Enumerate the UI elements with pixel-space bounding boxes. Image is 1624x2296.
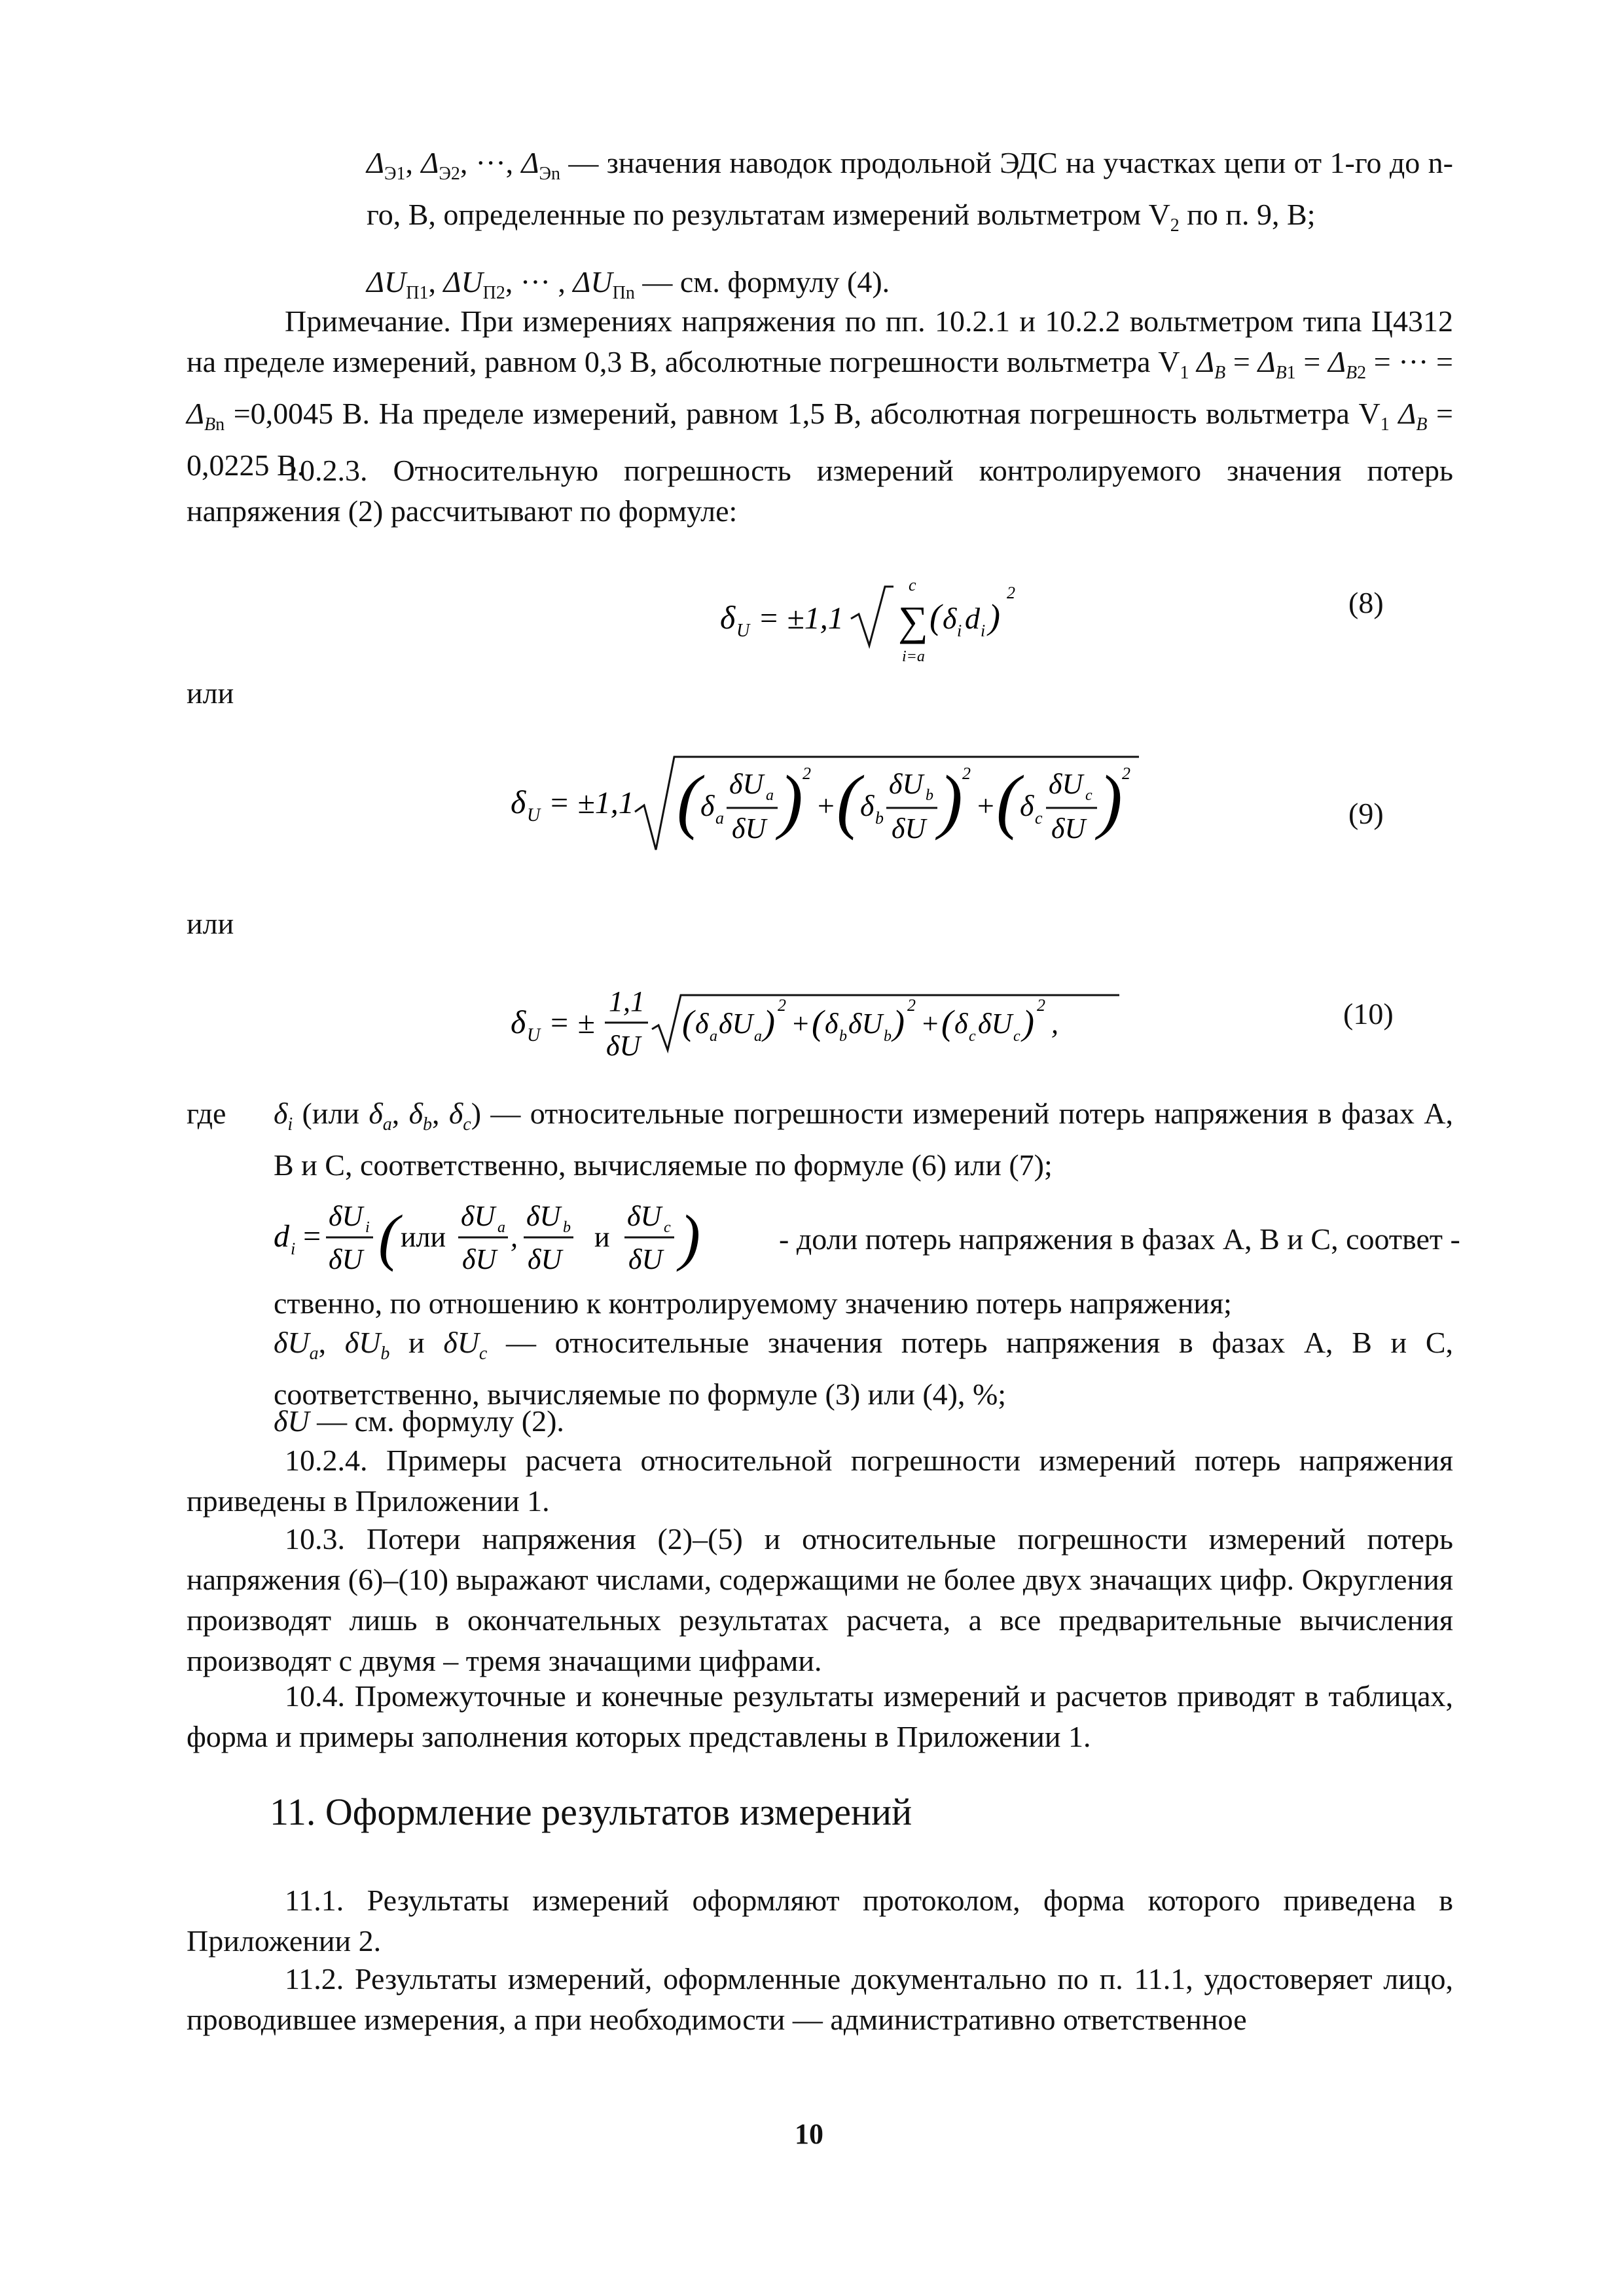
svg-text:2: 2 <box>1122 764 1130 783</box>
svg-text:δ: δ <box>825 1008 839 1040</box>
svg-text:δU: δU <box>462 1243 497 1275</box>
svg-text:δU: δU <box>329 1200 363 1232</box>
svg-text:δU: δU <box>1049 768 1083 800</box>
svg-text:δU: δU <box>628 1243 663 1275</box>
svg-text:,: , <box>1051 1008 1058 1040</box>
paragraph-10-4: 10.4. Промежуточные и конечные результаты измерений и расчетов приводят в таблицах, форма и примеры заполнения которых представлены в Приложении 1. <box>187 1679 1453 1753</box>
svg-text:): ) <box>988 597 1000 636</box>
svg-text:c: c <box>1013 1028 1020 1045</box>
svg-text:δU: δU <box>1051 812 1086 845</box>
or-label-1: или <box>187 676 234 710</box>
svg-text:U: U <box>736 621 750 641</box>
note-paragraph: Примечание. При измерениях напряжения по пп. 10.2.1 и 10.2.2 вольтметром типа Ц4312 на пределе измерений, равном 0,3 В, абсолютные погрешности вольтметра $V_1$ $\Delta_B = \Delta_{B1} = \Delta_{B2}$ = ··· = $\Delta_{Bn} =0,0045$ В. На пределе измерений, равном 1,5 В, абсолютная погрешность вольтметра $V_1$ $\Delta_B = 0,0225$ В. <box>187 304 1453 483</box>
svg-text:(: ( <box>812 1003 823 1042</box>
svg-text:): ) <box>1022 1003 1034 1042</box>
svg-text:i: i <box>981 621 986 640</box>
svg-text:b: b <box>926 787 933 804</box>
svg-text:a: a <box>766 787 774 804</box>
svg-text:δ: δ <box>720 599 736 636</box>
svg-text:+: + <box>816 789 837 822</box>
svg-text:δU: δU <box>978 1008 1013 1040</box>
svg-text:+: + <box>920 1008 940 1040</box>
svg-text:b: b <box>875 809 884 828</box>
where-du-abc: $\delta U_a$, $\delta U_b$ и $\delta U_c$ — относительные значения потерь напряжения в фазах А, В и С, соответственно, вычисляемые по формуле (3) или (4), %; <box>274 1326 1453 1412</box>
svg-text:c: c <box>1085 787 1092 804</box>
svg-text:b: b <box>839 1028 847 1045</box>
svg-text:δ: δ <box>1020 789 1034 822</box>
svg-text:d: d <box>274 1219 289 1254</box>
svg-text:): ) <box>763 1003 775 1042</box>
svg-text:2: 2 <box>803 764 811 783</box>
formula-8 <box>720 575 1087 691</box>
svg-text:∑: ∑ <box>898 598 928 644</box>
svg-text:(: ( <box>941 1003 953 1042</box>
paragraph-11-1: 11.1. Результаты измерений оформляют протоколом, форма которого приведена в Приложении 2. <box>187 1884 1453 1958</box>
svg-text:i: i <box>957 621 962 640</box>
svg-text:): ) <box>679 1202 700 1272</box>
where-d-i-continuation: ственно, по отношению к контролируемому значению потерь напряжения; <box>274 1286 1232 1320</box>
svg-text:d: d <box>965 602 980 635</box>
svg-text:и: и <box>594 1221 610 1253</box>
svg-text:2: 2 <box>1037 996 1045 1015</box>
svg-text:2: 2 <box>962 764 971 783</box>
svg-text:a: a <box>497 1219 505 1236</box>
svg-text:2: 2 <box>778 996 786 1015</box>
svg-text:δU: δU <box>848 1008 883 1040</box>
svg-text:): ) <box>1098 761 1123 841</box>
svg-text:c: c <box>664 1219 671 1236</box>
svg-text:δU: δU <box>606 1030 641 1062</box>
svg-text:i: i <box>291 1239 296 1258</box>
svg-text:δU: δU <box>526 1200 561 1232</box>
svg-text:δ: δ <box>695 1008 709 1040</box>
svg-text:U: U <box>527 805 541 826</box>
svg-text:δU: δU <box>329 1243 363 1275</box>
svg-text:+: + <box>791 1008 810 1040</box>
section-heading-11: 11. Оформление результатов измерений <box>270 1791 912 1833</box>
svg-text:2: 2 <box>1007 583 1015 602</box>
svg-text:=: = <box>301 1219 323 1254</box>
svg-text:a: a <box>754 1028 762 1045</box>
paragraph-10-2-3: 10.2.3. Относительную погрешность измерений контролируемого значения потерь напряжения (2) рассчитывают по формуле: <box>187 454 1453 528</box>
svg-text:): ) <box>893 1003 905 1042</box>
svg-text:): ) <box>779 761 803 841</box>
page-number: 10 <box>795 2118 823 2150</box>
svg-text:(: ( <box>996 761 1020 841</box>
paragraph-11-2: 11.2. Результаты измерений, оформленные документально по п. 11.1, удостоверяет лицо, проводившее измерения, а при необходимости — административно ответственное <box>187 1962 1453 2036</box>
svg-text:2: 2 <box>907 996 916 1015</box>
svg-text:(: ( <box>837 761 861 841</box>
svg-text:,: , <box>511 1221 518 1253</box>
svg-text:= ±: = ± <box>549 1006 595 1040</box>
svg-text:δ: δ <box>511 784 526 820</box>
svg-text:δU: δU <box>528 1243 562 1275</box>
svg-text:= ±1,1: = ±1,1 <box>549 786 634 820</box>
svg-text:a: a <box>710 1028 717 1045</box>
svg-text:(: ( <box>677 761 701 841</box>
svg-text:δ: δ <box>954 1008 968 1040</box>
formula-9 <box>511 753 1165 868</box>
where-label: где <box>187 1097 226 1130</box>
where-delta-i: $\delta_i$ (или $\delta_a$, $\delta_b$, $\delta_c$) — относительные погрешности измерений потерь напряжения в фазах А, В и С, соответственно, вычисляемые по формуле (6) или (7); <box>274 1097 1454 1182</box>
formula-8-number: (8) <box>1348 586 1384 619</box>
svg-text:i=a: i=a <box>902 648 925 665</box>
svg-text:+: + <box>975 789 996 822</box>
svg-text:(: ( <box>378 1202 399 1272</box>
svg-text:δ: δ <box>860 789 875 822</box>
svg-text:= ±1,1: = ±1,1 <box>758 601 844 636</box>
svg-text:δU: δU <box>892 812 926 845</box>
formula-d-i <box>274 1193 784 1295</box>
svg-text:(: ( <box>929 597 941 636</box>
svg-text:δ: δ <box>700 789 715 822</box>
svg-text:c: c <box>969 1028 976 1045</box>
svg-text:или: или <box>401 1221 446 1253</box>
svg-text:δ: δ <box>511 1004 526 1040</box>
svg-text:a: a <box>715 809 724 828</box>
svg-text:δU: δU <box>732 812 767 845</box>
where-d-i-text: - доли потерь напряжения в фазах А, В и С, соответ - <box>779 1222 1460 1256</box>
svg-text:δ: δ <box>943 602 957 635</box>
definition-delta-e: $\Delta_{Э1}$, $\Delta_{Э2}$, ···, $\Delta_{Эn}$ — значения наводок продольной ЭДС на участках цепи от 1-го до n-го, В, определенные по результатам измерений вольтметром $V_2$ по п. 9, В; <box>367 146 1453 236</box>
where-du: δU — см. формулу (2). <box>274 1404 564 1438</box>
svg-text:U: U <box>527 1025 541 1046</box>
formula-9-number: (9) <box>1348 797 1384 830</box>
svg-text:1,1: 1,1 <box>609 985 645 1017</box>
svg-text:δU: δU <box>461 1200 496 1232</box>
paragraph-10-2-4: 10.2.4. Примеры расчета относительной погрешности измерений потерь напряжения приведены в Приложении 1. <box>187 1444 1453 1518</box>
definition-delta-u: $\Delta U_{П1}$, $\Delta U_{П2}$, ··· , $\Delta U_{Пn}$ — см. формулу (4). <box>367 265 890 304</box>
svg-text:b: b <box>884 1028 892 1045</box>
svg-text:δU: δU <box>889 768 924 800</box>
paragraph-10-3: 10.3. Потери напряжения (2)–(5) и относительные погрешности измерений потерь напряжения (6)–(10) выражают числами, содержащими не более двух значащих цифр. Округления производят лишь в окончательных результатах расчета, а все предварительные вычисления производят с двумя – тремя значащими цифрами. <box>187 1522 1453 1677</box>
formula-10 <box>511 974 1152 1083</box>
svg-text:δU: δU <box>627 1200 662 1232</box>
svg-text:i: i <box>365 1219 370 1236</box>
svg-text:(: ( <box>682 1003 694 1042</box>
formula-10-number: (10) <box>1343 997 1394 1030</box>
svg-text:): ) <box>939 761 963 841</box>
svg-text:δU: δU <box>729 768 764 800</box>
svg-text:c: c <box>909 575 916 594</box>
or-label-2: или <box>187 907 234 940</box>
svg-text:δU: δU <box>719 1008 753 1040</box>
svg-text:b: b <box>563 1219 571 1236</box>
svg-text:c: c <box>1035 809 1043 828</box>
